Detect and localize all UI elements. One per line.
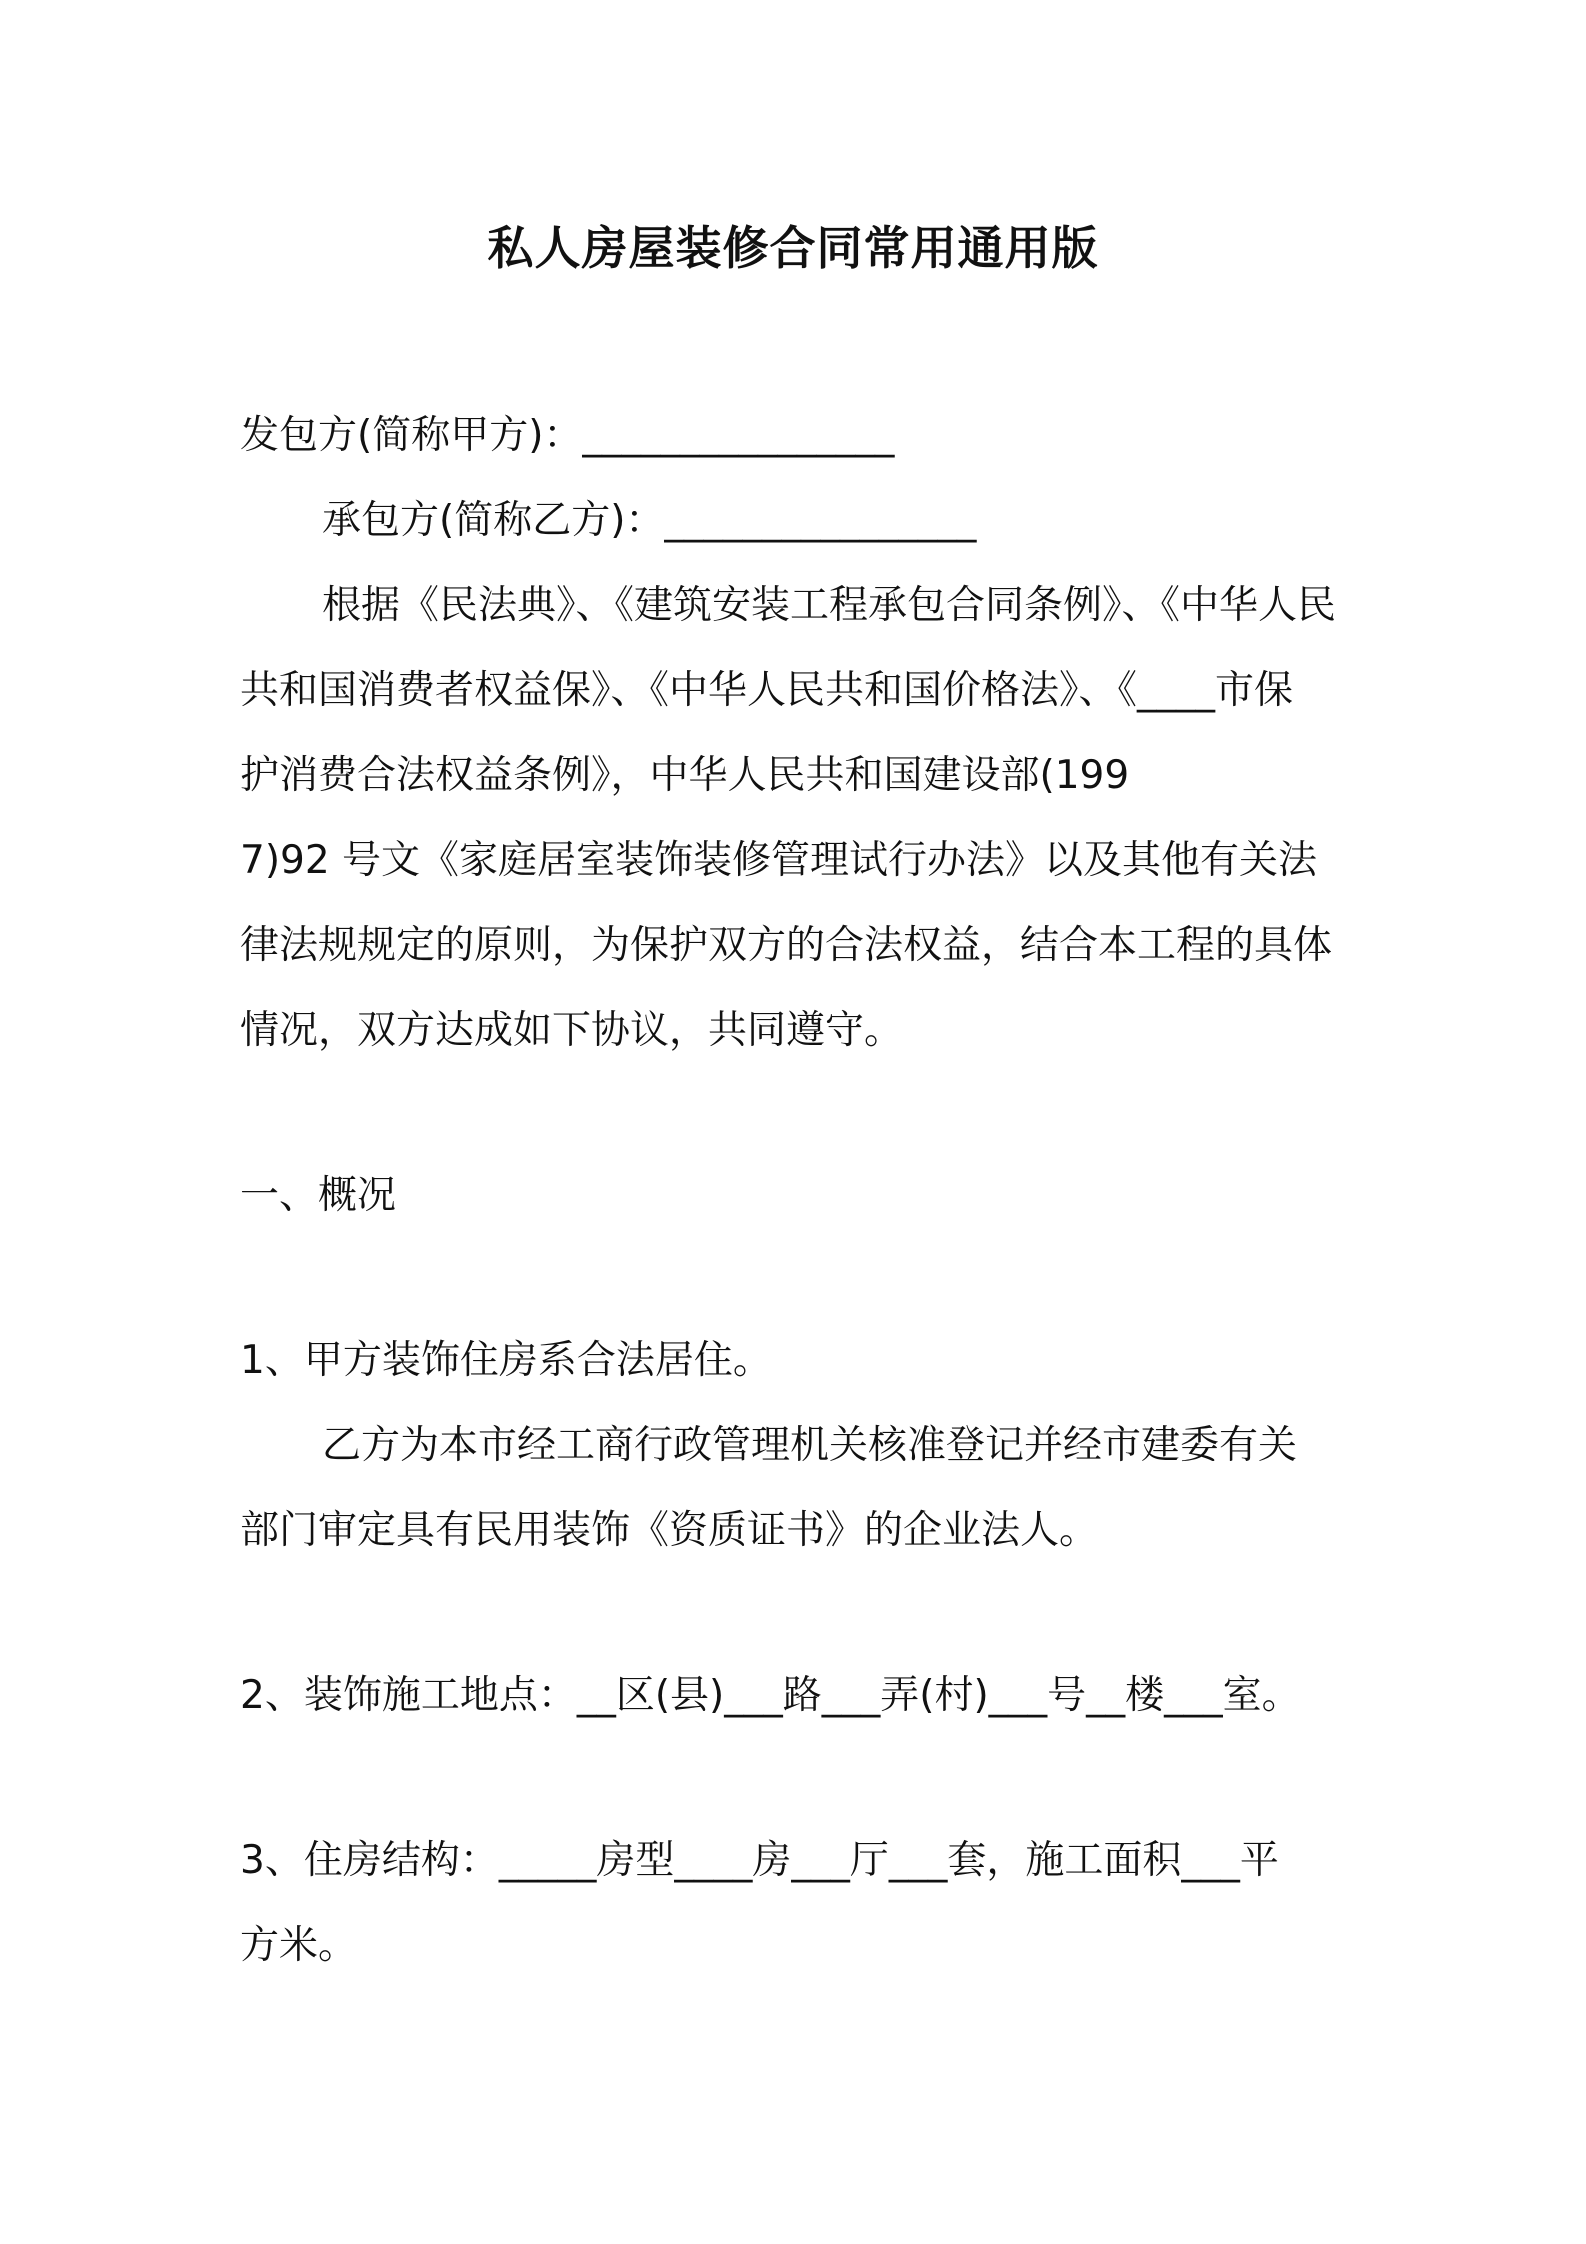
preamble-line: 7)92 号文《家庭居室装饰装修管理试行办法》以及其他有关法 (240, 838, 1318, 883)
section-heading: 一、概况 (240, 1173, 397, 1218)
preamble-line: 情况，双方达成如下协议，共同遵守。 (240, 1008, 904, 1053)
item-3-line: 方米。 (240, 1923, 358, 1968)
preamble-line: 根据《民法典》、《建筑安装工程承包合同条例》、《中华人民 (322, 583, 1337, 628)
preamble-line: 律法规规定的原则，为保护双方的合法权益，结合本工程的具体 (240, 923, 1333, 968)
item-3-line: 3、住房结构：_____房型____房___厅___套，施工面积___平 (240, 1838, 1279, 1883)
preamble-line: 护消费合法权益条例》，中华人民共和国建设部(199 (240, 753, 1130, 798)
item-1-detail-line: 部门审定具有民用装饰《资质证书》的企业法人。 (240, 1508, 1099, 1553)
preamble-line: 共和国消费者权益保》、《中华人民共和国价格法》、《____市保 (240, 668, 1294, 713)
party-a-line: 发包方(简称甲方)：________________ (240, 413, 895, 458)
item-1-detail-line: 乙方为本市经工商行政管理机关核准登记并经市建委有关 (322, 1423, 1298, 1468)
item-2: 2、装饰施工地点：__区(县)___路___弄(村)___号__楼___室。 (240, 1673, 1301, 1718)
item-1: 1、甲方装饰住房系合法居住。 (240, 1338, 772, 1383)
party-b-line: 承包方(简称乙方)：________________ (322, 498, 977, 543)
document-title: 私人房屋装修合同常用通用版 (487, 221, 1099, 275)
